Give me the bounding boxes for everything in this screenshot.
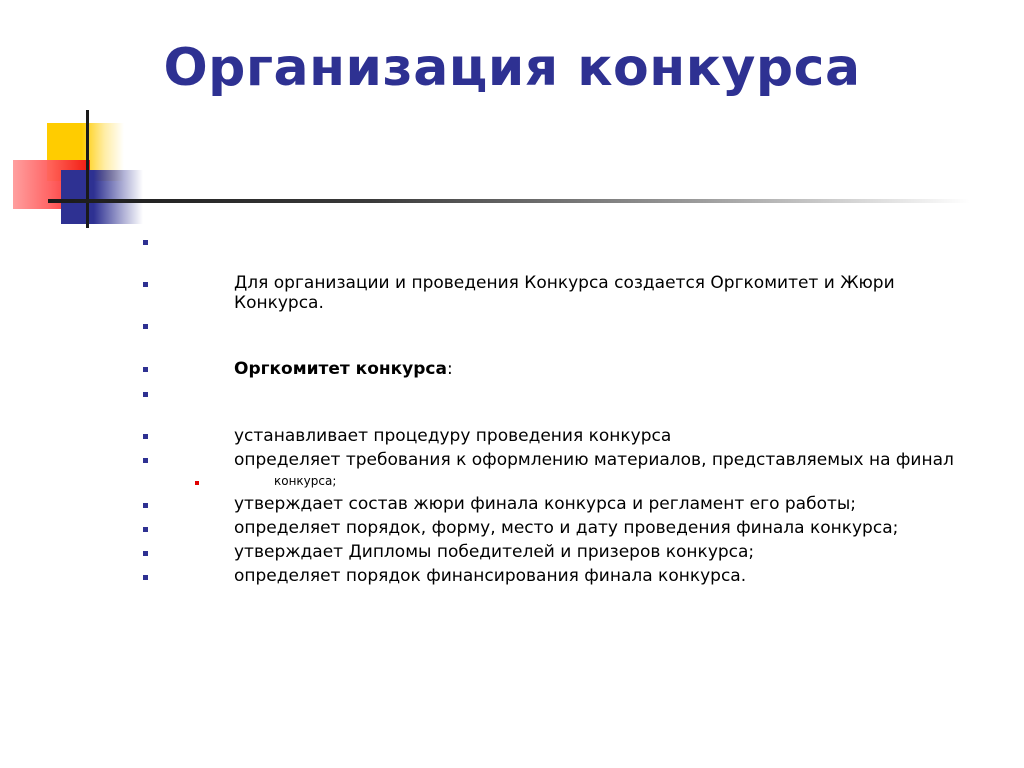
duty-text: утверждает Дипломы победителей и призеров конкурса; [234, 542, 755, 562]
duty-text: устанавливает процедуру проведения конкурса [234, 426, 672, 446]
bullet-icon [143, 503, 148, 508]
bullet-icon [143, 551, 148, 556]
intro-text-line1: Для организации и проведения Конкурса создается Оргкомитет и Жюри [234, 273, 895, 293]
duty-text-continued: конкурса; [274, 474, 337, 488]
bullet-icon [143, 392, 148, 397]
bullet-icon [143, 240, 148, 245]
bullet-icon [143, 367, 148, 372]
sub-bullet-icon [195, 481, 199, 485]
slide-title: Организация конкурса [163, 38, 861, 98]
duty-text: определяет порядок, форму, место и дату проведения финала конкурса; [234, 518, 899, 538]
intro-text-line2: Конкурса. [234, 293, 324, 313]
orgcom-heading [234, 359, 453, 379]
bullet-icon [143, 324, 148, 329]
orgcom-colon: : [446, 359, 453, 379]
orgcom-label: Оргкомитет конкурса [234, 359, 447, 379]
duty-text: определяет требования к оформлению материалов, представляемых на финал [234, 450, 954, 470]
duty-text: определяет порядок финансирования финала конкурса. [234, 566, 747, 586]
bullet-icon [143, 458, 148, 463]
bullet-icon [143, 282, 148, 287]
bullet-icon [143, 527, 148, 532]
bullet-icon [143, 575, 148, 580]
duty-text: утверждает состав жюри финала конкурса и регламент его работы; [234, 494, 857, 514]
bullet-icon [143, 434, 148, 439]
